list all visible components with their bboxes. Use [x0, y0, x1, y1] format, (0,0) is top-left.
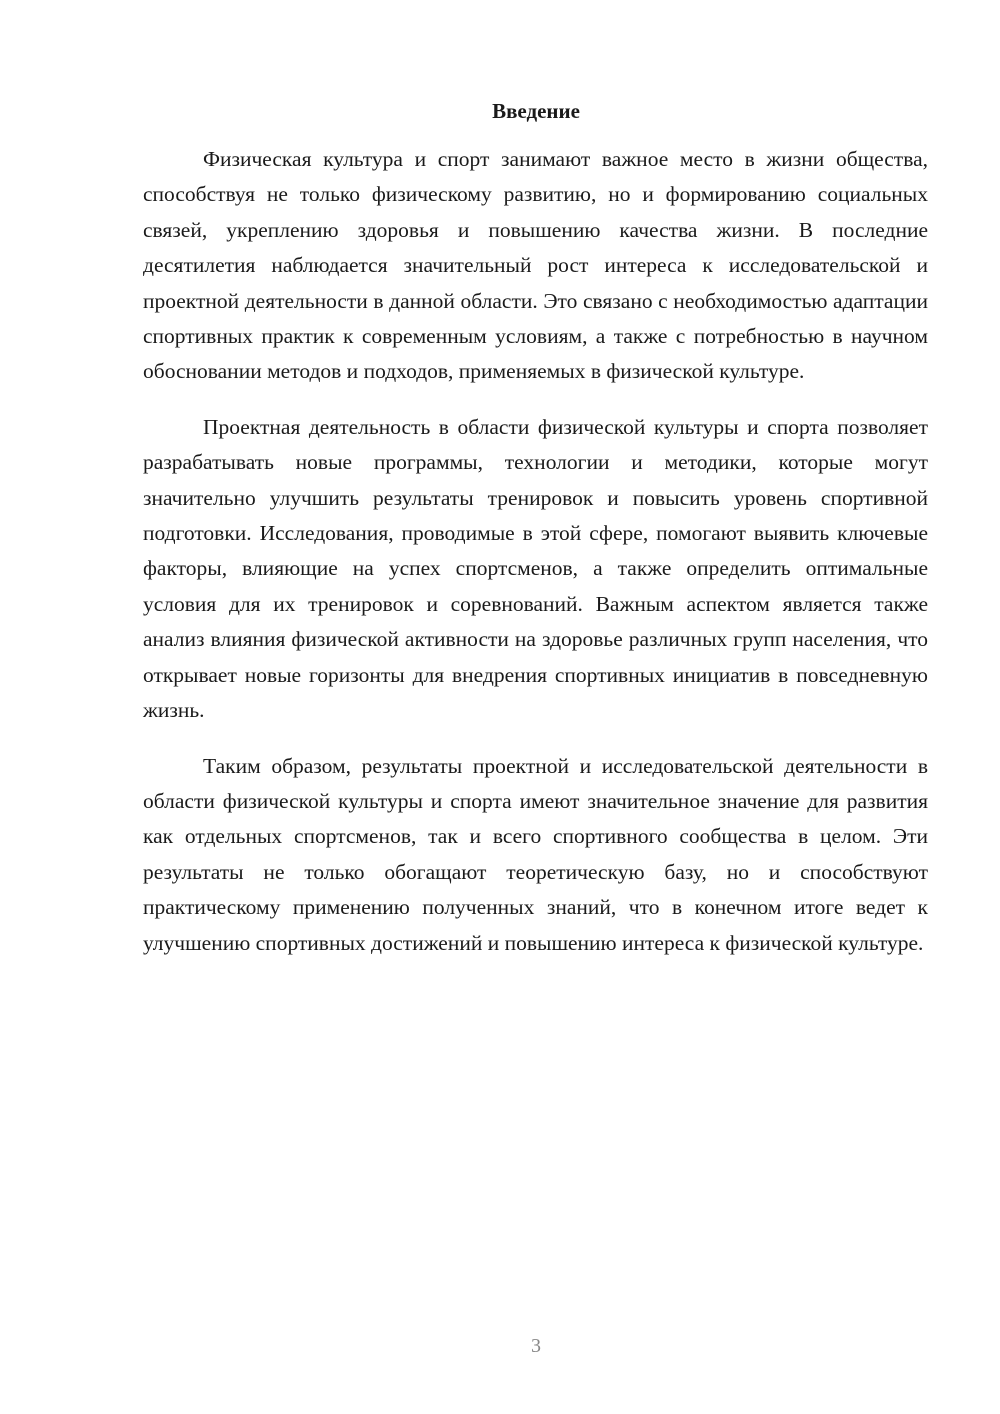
paragraph-3: Таким образом, результаты проектной и исследовательской деятельности в области физической культуры и спорта имеют значительное значение для развития как отдельных спортсменов, так и всего спортивного сообщества в целом. Эти результаты не только обогащают теоретическую базу, но и способствуют практическому применению полученных знаний, что в конечном итоге ведет к улучшению спортивных достижений и повышению интереса к физической культуре.: [143, 753, 928, 955]
paragraph-1: Физическая культура и спорт занимают важное место в жизни общества, способствуя не только физическому развитию, но и формированию социальных связей, укреплению здоровья и повышению качества жизни. В последние десятилетия наблюдается значительный рост интереса к исследовательской и проектной деятельности в данной области. Это связано с необходимостью адаптации спортивных практик к современным условиям, а также с потребностью в научном обосновании методов и подходов, применяемых в физической культуре.: [143, 147, 928, 384]
body-text: [143, 142, 928, 981]
paragraph-2: Проектная деятельность в области физической культуры и спорта позволяет разрабатывать новые программы, технологии и методики, которые могут значительно улучшить результаты тренировок и повысить уровень спортивной подготовки. Исследования, проводимые в этой сфере, помогают выявить ключевые факторы, влияющие на успех спортсменов, а также определить оптимальные условия для их тренировок и соревнований. Важным аспектом является также анализ влияния физической активности на здоровье различных групп населения, что открывает новые горизонты для внедрения спортивных инициатив в повседневную жизнь.: [143, 414, 928, 723]
section-heading: Введение: [492, 99, 580, 123]
page-number: 3: [531, 1335, 541, 1357]
